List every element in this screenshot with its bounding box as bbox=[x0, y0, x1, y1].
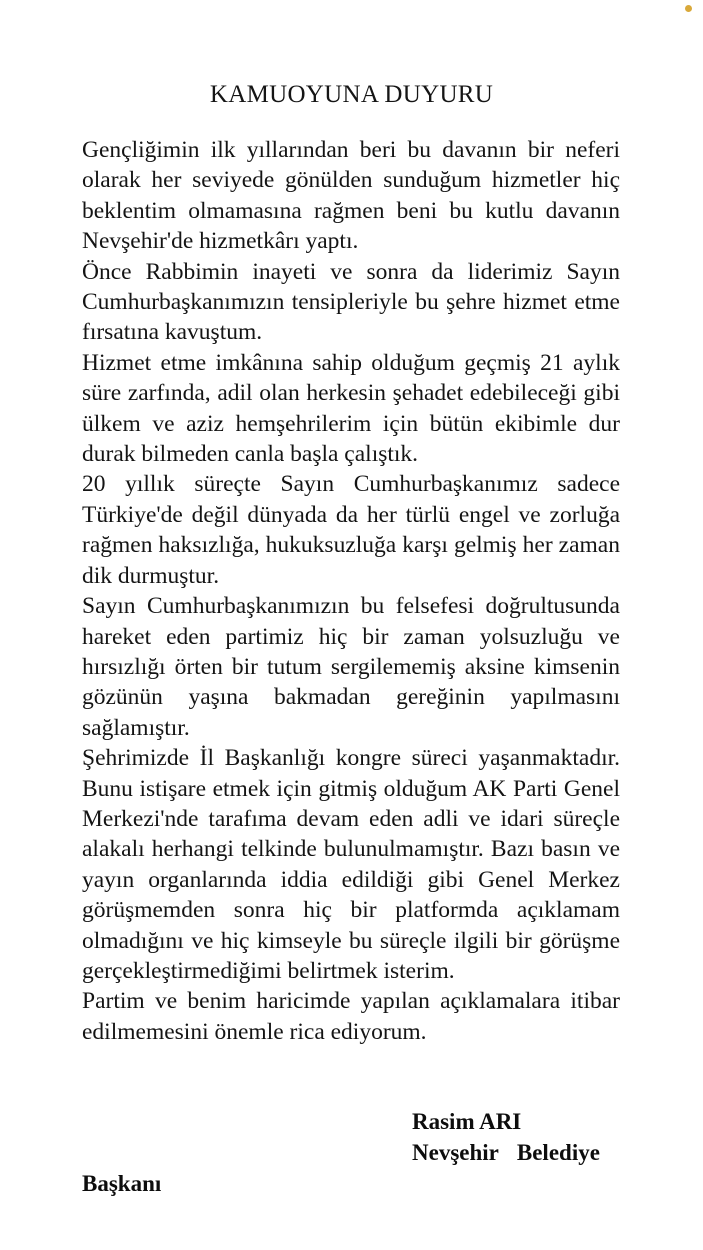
paragraph-7: Partim ve benim haricimde yapılan açıklamalara itibar edilmemesini önemle rica ediyorum. bbox=[82, 988, 620, 1045]
signature-title-municipality: Belediye bbox=[516, 1140, 600, 1165]
paragraph-2: Önce Rabbimin inayeti ve sonra da liderimiz Sayın Cumhurbaşkanımızın tensipleriyle bu şehre hizmet etme fırsatına kavuştum. bbox=[82, 258, 620, 346]
corner-dot-marker bbox=[685, 5, 692, 12]
signature-title-mayor: Başkanı bbox=[82, 1171, 162, 1196]
paragraph-4: 20 yıllık süreçte Sayın Cumhurbaşkanımız sadece Türkiye'de değil dünyada da her türlü engel ve zorluğa rağmen haksızlığa, hukuksuzluğa karşı gelmiş her zaman dik durmuştur. bbox=[82, 471, 620, 589]
signature-name: Rasim ARI bbox=[412, 1109, 522, 1134]
signature-title-city: Nevşehir bbox=[412, 1140, 499, 1165]
page-title: KAMUOYUNA DUYURU bbox=[209, 81, 494, 108]
paragraph-5: Sayın Cumhurbaşkanımızın bu felsefesi doğrultusunda hareket eden partimiz hiç bir zaman yolsuzluğu ve hırsızlığı örten bir tutum sergilememiş aksine kimsenin gözünün yaşına bakmadan gereğinin yapılmasını sağlamıştır. bbox=[82, 593, 620, 741]
paragraph-3: Hizmet etme imkânına sahip olduğum geçmiş 21 aylık süre zarfında, adil olan herkesin şehadet edebileceği gibi ülkem ve aziz hemşehrilerim için bütün ekibimle dur durak bilmeden canla başla çalıştık. bbox=[82, 349, 620, 468]
signature-block bbox=[82, 1106, 620, 1199]
paragraph-6: Şehrimizde İl Başkanlığı kongre süreci yaşanmaktadır. Bunu istişare etmek için gitmiş olduğum AK Parti Genel Merkezi'nde tarafıma devam eden adli ve idari süreçle alakalı herhangi telkinde bulunulmamıştır. Bazı basın ve yayın organlarında iddia edildiği gibi Genel Merkez görüşmemden sonra hiç bir platformda açıklamam olmadığını ve hiç kimseyle bu süreçle ilgili bir görüşme gerçekleştirmediğimi belirtmek isterim. bbox=[82, 745, 620, 984]
paragraph-1: Gençliğimin ilk yıllarından beri bu davanın bir neferi olarak her seviyede gönülden sunduğum hizmetler hiç beklentim olmamasına rağmen beni bu kutlu davanın Nevşehir'de hizmetkârı yaptı. bbox=[82, 137, 620, 255]
document-body bbox=[82, 135, 620, 1047]
